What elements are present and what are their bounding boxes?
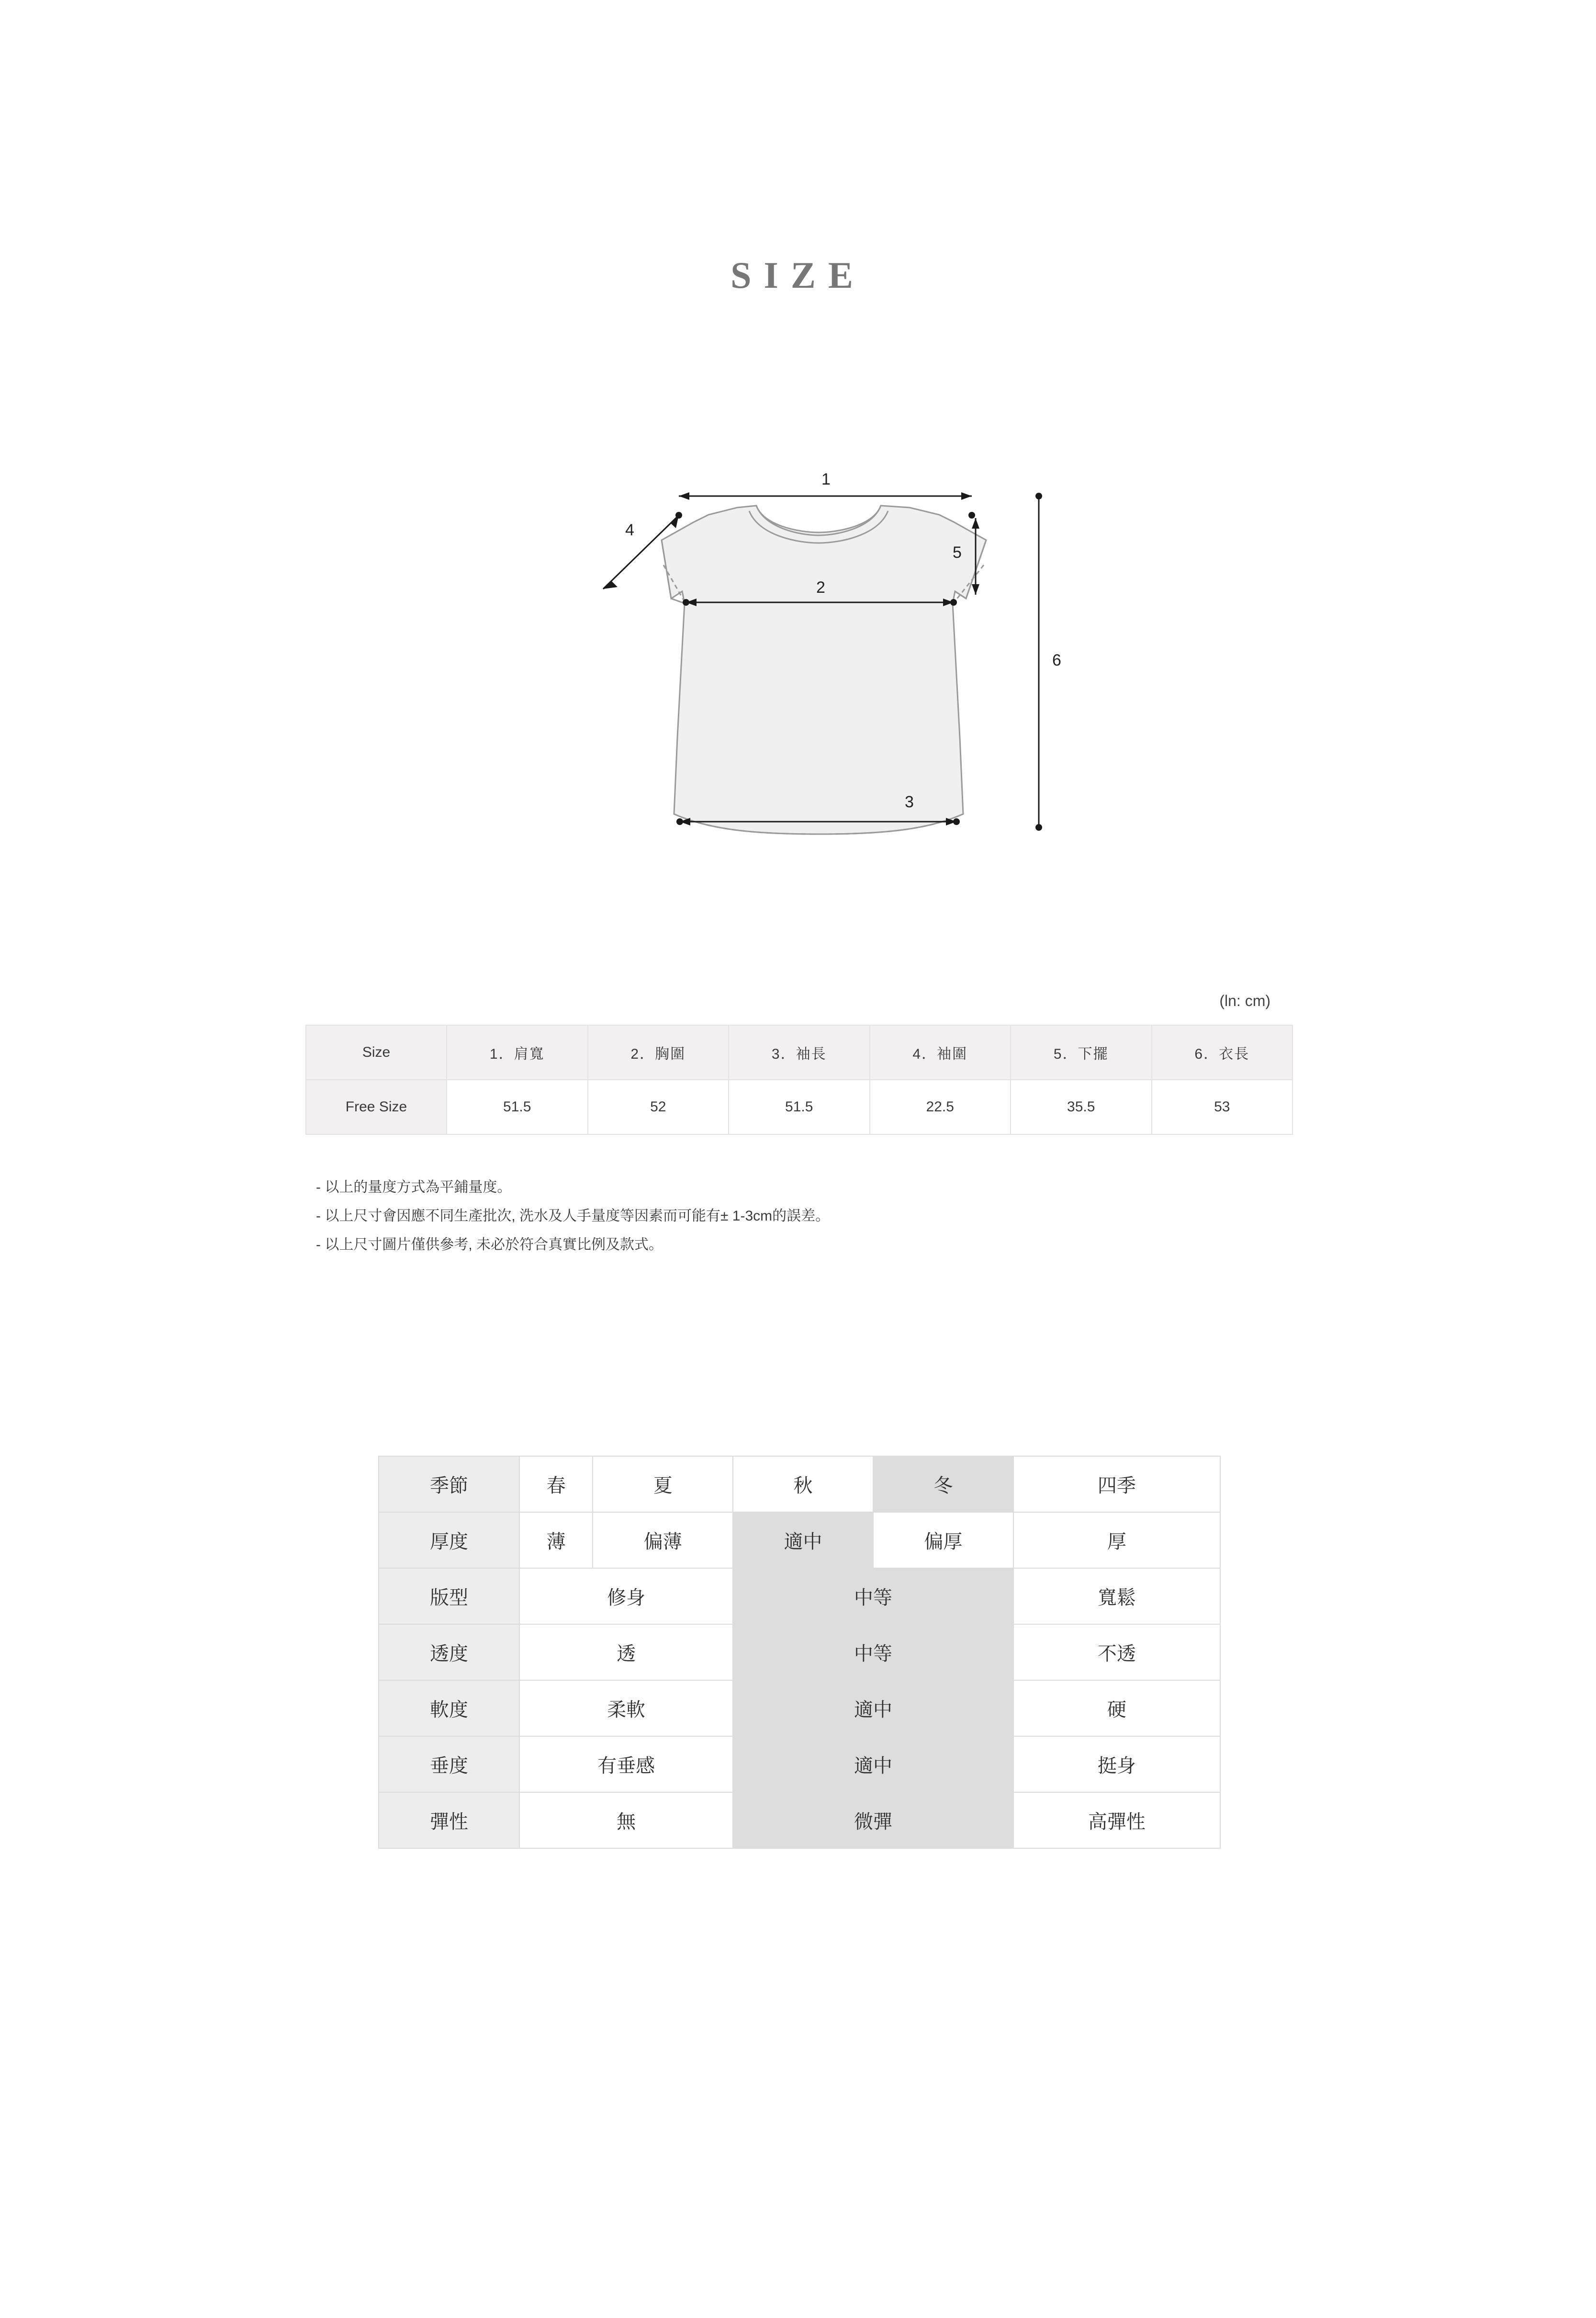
page-title: SIZE bbox=[731, 254, 865, 296]
attr-label-fit: 版型 bbox=[379, 1568, 519, 1624]
size-table-header-hem: 5．下擺 bbox=[1011, 1025, 1152, 1080]
attr-row-softness bbox=[379, 1680, 1220, 1736]
attr-option-thickness-somewhat-thin[interactable]: 偏薄 bbox=[593, 1512, 733, 1568]
attr-row-sheerness bbox=[379, 1624, 1220, 1680]
attr-option-sheerness-medium[interactable]: 中等 bbox=[733, 1624, 1013, 1680]
dimension-label-4: 4 bbox=[625, 521, 634, 539]
attr-option-thickness-thin[interactable]: 薄 bbox=[519, 1512, 593, 1568]
attr-row-drape bbox=[379, 1736, 1220, 1792]
table-row-header bbox=[306, 1025, 1293, 1080]
size-table bbox=[305, 1025, 1293, 1135]
note-line-2: - 以上尺寸會因應不同生產批次, 洗水及人手量度等因素而可能有± 1-3cm的誤差。 bbox=[316, 1208, 830, 1224]
dimension-label-5: 5 bbox=[953, 543, 962, 562]
attr-option-softness-hard[interactable]: 硬 bbox=[1013, 1680, 1220, 1736]
attr-option-drape-stiff[interactable]: 挺身 bbox=[1013, 1736, 1220, 1792]
measurement-notes bbox=[316, 1173, 830, 1259]
attr-option-drape-draped[interactable]: 有垂感 bbox=[519, 1736, 733, 1792]
note-line-1: - 以上的量度方式為平鋪量度。 bbox=[316, 1179, 512, 1195]
size-cell-shoulder: 51.5 bbox=[447, 1080, 588, 1134]
attr-row-elasticity bbox=[379, 1792, 1220, 1848]
attr-option-fit-slim[interactable]: 修身 bbox=[519, 1568, 733, 1624]
attr-option-softness-medium[interactable]: 適中 bbox=[733, 1680, 1013, 1736]
attr-row-season bbox=[379, 1456, 1220, 1512]
dimension-label-2: 2 bbox=[816, 578, 825, 597]
attr-option-elasticity-slight[interactable]: 微彈 bbox=[733, 1792, 1013, 1848]
attr-option-season-allseason[interactable]: 四季 bbox=[1013, 1456, 1220, 1512]
attr-label-softness: 軟度 bbox=[379, 1680, 519, 1736]
attr-option-season-winter[interactable]: 冬 bbox=[873, 1456, 1013, 1512]
attr-option-elasticity-none[interactable]: 無 bbox=[519, 1792, 733, 1848]
attr-label-drape: 垂度 bbox=[379, 1736, 519, 1792]
size-table-header-shoulder: 1．肩寬 bbox=[447, 1025, 588, 1080]
attr-option-fit-regular[interactable]: 中等 bbox=[733, 1568, 1013, 1624]
attr-label-thickness: 厚度 bbox=[379, 1512, 519, 1568]
unit-note: (ln: cm) bbox=[1219, 992, 1270, 1009]
size-row-label: Free Size bbox=[306, 1080, 447, 1134]
size-table-header-chest: 2．胸圍 bbox=[588, 1025, 729, 1080]
attr-label-season: 季節 bbox=[379, 1456, 519, 1512]
size-table-header-size: Size bbox=[306, 1025, 447, 1080]
size-table-header-sleeve-opening: 4．袖圍 bbox=[870, 1025, 1011, 1080]
size-cell-length: 53 bbox=[1152, 1080, 1293, 1134]
size-cell-sleeve-length: 51.5 bbox=[729, 1080, 870, 1134]
fabric-attribute-table bbox=[378, 1456, 1221, 1849]
dimension-label-1: 1 bbox=[821, 470, 831, 488]
attr-row-thickness bbox=[379, 1512, 1220, 1568]
size-cell-chest: 52 bbox=[588, 1080, 729, 1134]
attr-label-elasticity: 彈性 bbox=[379, 1792, 519, 1848]
attr-option-thickness-somewhat-thick[interactable]: 偏厚 bbox=[873, 1512, 1013, 1568]
dimension-label-3: 3 bbox=[905, 793, 914, 811]
attr-option-thickness-thick[interactable]: 厚 bbox=[1013, 1512, 1220, 1568]
attr-option-season-autumn[interactable]: 秋 bbox=[733, 1456, 873, 1512]
attr-option-sheerness-sheer[interactable]: 透 bbox=[519, 1624, 733, 1680]
size-table-header-sleeve-length: 3．袖長 bbox=[729, 1025, 870, 1080]
attr-label-sheerness: 透度 bbox=[379, 1624, 519, 1680]
attr-option-drape-medium[interactable]: 適中 bbox=[733, 1736, 1013, 1792]
dimension-label-6: 6 bbox=[1052, 651, 1061, 669]
attr-option-thickness-medium[interactable]: 適中 bbox=[733, 1512, 873, 1568]
size-table-header-length: 6．衣長 bbox=[1152, 1025, 1293, 1080]
table-row bbox=[306, 1080, 1293, 1134]
size-cell-hem: 35.5 bbox=[1011, 1080, 1152, 1134]
attr-option-elasticity-high[interactable]: 高彈性 bbox=[1013, 1792, 1220, 1848]
tshirt-illustration bbox=[551, 412, 1077, 919]
size-diagram bbox=[551, 412, 1077, 919]
attr-option-season-spring[interactable]: 春 bbox=[519, 1456, 593, 1512]
attr-option-season-summer[interactable]: 夏 bbox=[593, 1456, 733, 1512]
size-cell-sleeve-opening: 22.5 bbox=[870, 1080, 1011, 1134]
attr-row-fit bbox=[379, 1568, 1220, 1624]
attr-option-fit-loose[interactable]: 寬鬆 bbox=[1013, 1568, 1220, 1624]
note-line-3: - 以上尺寸圖片僅供參考, 未必於符合真實比例及款式。 bbox=[316, 1237, 663, 1253]
attr-option-softness-soft[interactable]: 柔軟 bbox=[519, 1680, 733, 1736]
attr-option-sheerness-opaque[interactable]: 不透 bbox=[1013, 1624, 1220, 1680]
